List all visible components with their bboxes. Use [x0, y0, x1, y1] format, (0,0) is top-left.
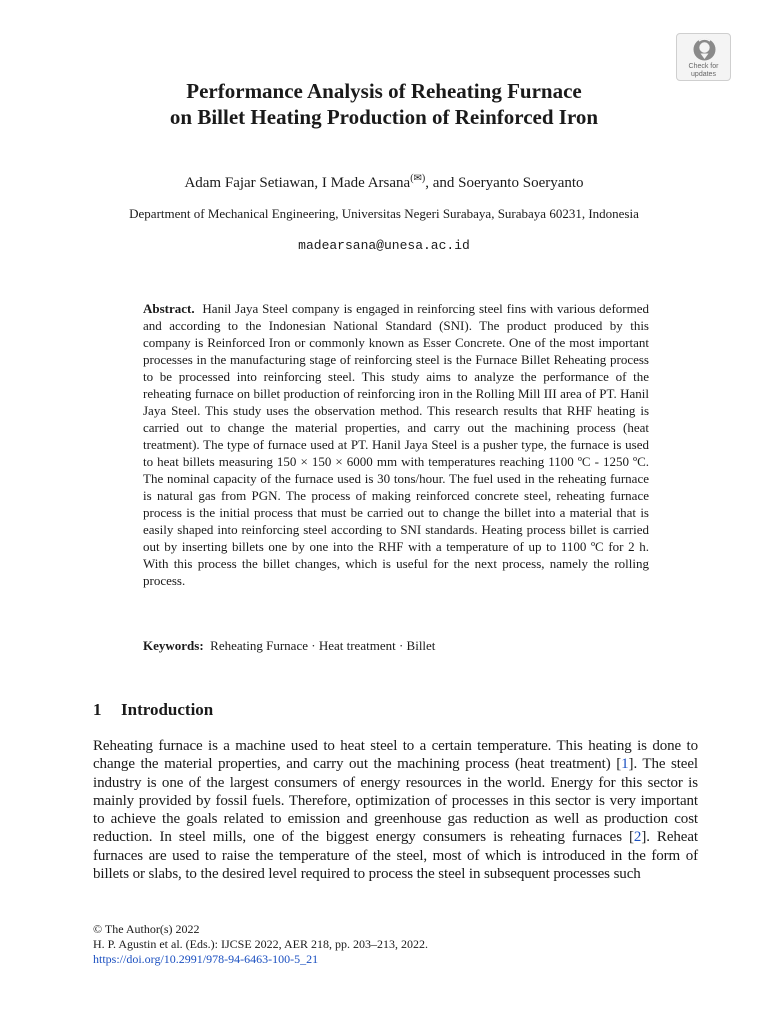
abstract-text: Hanil Jaya Steel company is engaged in reinforcing steel fins with various deformed and according to the Indonesian National Standard (SNI). The product produced by this company is Reinforced Iron or commonly known as Esser Concrete. One of the most important processes in the manufacturing stage of reinforcing steel is the Furnace Billet Reheating process to be processed into reinforcing steel. This study aims to analyze the performance of the reheating furnace on billet production of reinforcing iron in the Rolling Mill III area of PT. Hanil Jaya Steel. This study uses the observation method. This research results that RHF heating is carried out to change the material properties, and carry out the machining process (heat treatment). The type of furnace used at PT. Hanil Jaya Steel is a pusher type, the furnace is used to heat billets measuring 150 × 150 × 6000 mm with temperatures reaching 1100 ºC - 1250 ºC. The nominal capacity of the furnace used is 30 tons/hour. The fuel used in the reheating furnace is natural gas from PGN. The process of making reinforced concrete steel, reheating furnace process is the initial process that must be carried out to change the billet into a material that is easily shaped into reinforcing steel according to SNI standards. Heating process billet is carried out by inserting billets one by one into the RHF with a temperature of up to 1100 ºC for 2 h. With this process the billet changes, which is useful for the next process, namely the rolling process. [143, 301, 649, 588]
copyright-notice: © The Author(s) 2022 [93, 922, 200, 936]
affiliation: Department of Mechanical Engineering, Universitas Negeri Surabaya, Surabaya 60231, Indonesia [129, 206, 639, 221]
intro-paragraph: Reheating furnace is a machine used to heat steel to a certain temperature. This heating is done to change the material properties, and carry out the machining process (heat treatment) [1]. The steel industry is one of the largest consumers of energy resources in the world. Energy for this sector is mainly provided by fossil fuels. Therefore, optimization of processes in this sector is very important to achieve the goals related to emission and greenhouse gas reduction as well as production cost reduction. In steel mills, one of the biggest energy consumers is reheating furnaces [2]. Reheat furnaces are used to raise the temperature of the steel, most of which is introduced in the form of billets or slabs, to the desired level required to process the steel in subsequent processes such [93, 738, 698, 883]
abstract-label: Abstract. [143, 301, 195, 316]
author-email[interactable]: madearsana@unesa.ac.id [298, 238, 470, 253]
paper-title-line-2: on Billet Heating Production of Reinforced Iron [169, 105, 599, 129]
authors-text: Adam Fajar Setiawan, I Made Arsana [184, 175, 411, 191]
section-heading [93, 699, 213, 721]
doi-link[interactable]: https://doi.org/10.2991/978-94-6463-100-5_21 [93, 952, 319, 966]
section-number: 1 [93, 700, 102, 719]
author-list [60, 170, 708, 192]
keywords [143, 637, 649, 654]
abstract [143, 300, 649, 589]
citation-info: H. P. Agustin et al. (Eds.): IJCSE 2022, AER 218, pp. 203–213, 2022. [93, 937, 429, 951]
check-for-updates-label: Check for updates [688, 63, 719, 78]
authors-text-end: , and Soeryanto Soeryanto [425, 175, 584, 191]
citation-link-1[interactable]: 1 [621, 756, 629, 773]
keywords-text: Reheating Furnace · Heat treatment · Billet [210, 638, 436, 653]
footer [93, 922, 693, 967]
paper-title-line-1: Performance Analysis of Reheating Furnace [186, 79, 582, 103]
citation-link-2[interactable]: 2 [633, 829, 642, 846]
paper-title [60, 78, 708, 130]
corresponding-author-mark[interactable]: (✉) [410, 173, 426, 184]
check-for-updates-icon [692, 37, 717, 62]
keywords-label: Keywords: [143, 638, 204, 653]
check-for-updates-badge[interactable] [676, 33, 731, 81]
section-title: Introduction [121, 700, 214, 719]
